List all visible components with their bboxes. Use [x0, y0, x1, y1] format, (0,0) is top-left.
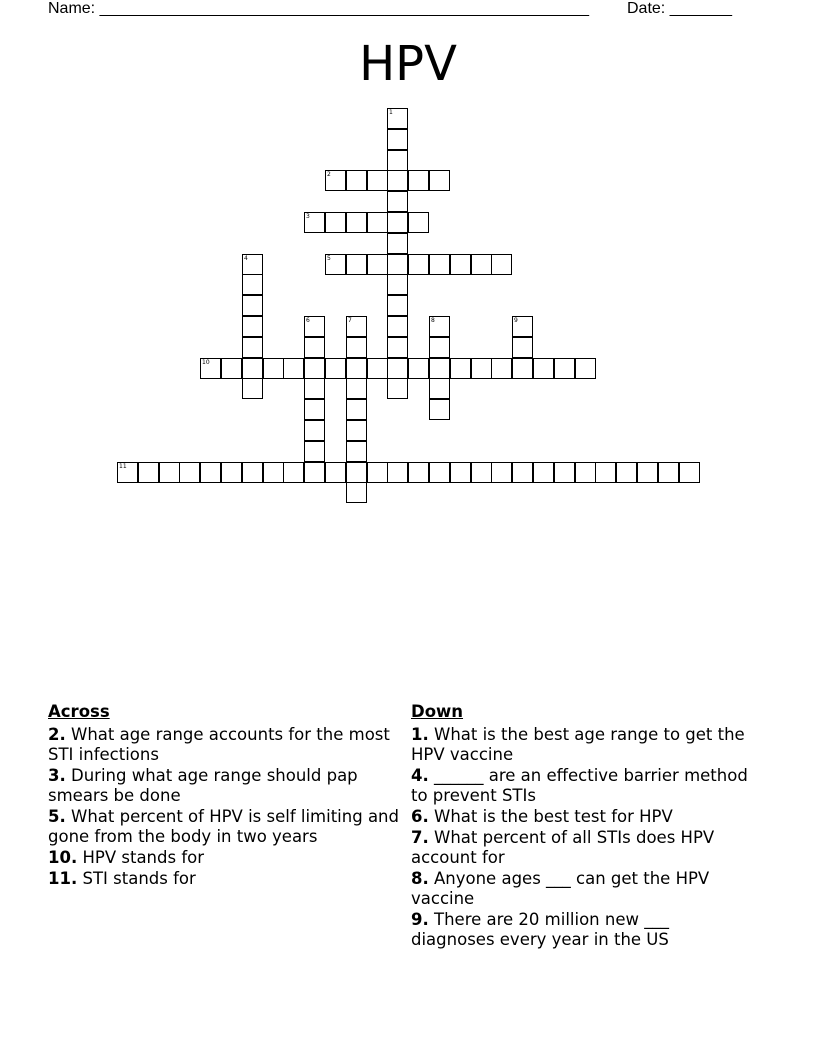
crossword-cell[interactable] — [367, 358, 388, 379]
crossword-cell[interactable] — [387, 233, 408, 254]
crossword-cell[interactable] — [304, 337, 325, 358]
crossword-cell[interactable] — [575, 358, 596, 379]
crossword-cell[interactable] — [512, 462, 533, 483]
across-clue — [48, 807, 400, 847]
crossword-cell[interactable] — [450, 462, 471, 483]
crossword-cell[interactable] — [387, 108, 408, 129]
crossword-cell[interactable] — [679, 462, 700, 483]
crossword-cell[interactable] — [387, 212, 408, 233]
across-clue — [48, 766, 400, 806]
crossword-cell[interactable] — [346, 254, 367, 275]
crossword-cell[interactable] — [387, 191, 408, 212]
crossword-cell[interactable] — [304, 358, 325, 379]
crossword-cell[interactable] — [304, 316, 325, 337]
cell-number: 5 — [327, 255, 331, 262]
crossword-cell[interactable] — [346, 212, 367, 233]
crossword-cell[interactable] — [554, 358, 575, 379]
cell-number: 2 — [327, 171, 331, 178]
clue-number: 5. — [48, 807, 66, 826]
down-clue — [411, 828, 751, 868]
crossword-cell[interactable] — [221, 462, 242, 483]
crossword-cell[interactable] — [387, 358, 408, 379]
down-clue — [411, 910, 751, 950]
across-clue — [48, 725, 400, 765]
clue-number: 7. — [411, 828, 429, 847]
cell-number: 1 — [389, 109, 393, 116]
crossword-cell[interactable] — [387, 150, 408, 171]
down-heading: Down — [411, 702, 464, 721]
clue-number: 1. — [411, 725, 429, 744]
crossword-cell[interactable] — [595, 462, 616, 483]
crossword-cell[interactable] — [658, 462, 679, 483]
clue-number: 10. — [48, 848, 78, 867]
crossword-cell[interactable] — [367, 254, 388, 275]
clue-number: 2. — [48, 725, 66, 744]
crossword-cell[interactable] — [117, 462, 138, 483]
crossword-cell[interactable] — [304, 399, 325, 420]
crossword-cell[interactable] — [429, 316, 450, 337]
across-clues — [48, 702, 400, 890]
down-clue — [411, 725, 751, 765]
page-title: HPV — [359, 36, 457, 92]
across-clue — [48, 848, 400, 868]
down-clue — [411, 766, 751, 806]
crossword-cell[interactable] — [575, 462, 596, 483]
crossword-cell[interactable] — [429, 337, 450, 358]
crossword-cell[interactable] — [200, 462, 221, 483]
crossword-cell[interactable] — [242, 358, 263, 379]
crossword-cell[interactable] — [491, 254, 512, 275]
crossword-cell[interactable] — [450, 358, 471, 379]
clue-text: What percent of HPV is self limiting and gone from the body in two years — [48, 807, 399, 846]
cell-number: 6 — [306, 317, 310, 324]
crossword-cell[interactable] — [387, 170, 408, 191]
crossword-cell[interactable] — [429, 358, 450, 379]
crossword-cell[interactable] — [304, 441, 325, 462]
crossword-cell[interactable] — [200, 358, 221, 379]
crossword-cell[interactable] — [408, 462, 429, 483]
crossword-cell[interactable] — [346, 420, 367, 441]
crossword-cell[interactable] — [304, 212, 325, 233]
crossword-cell[interactable] — [408, 212, 429, 233]
cell-number: 9 — [514, 317, 518, 324]
clue-number: 3. — [48, 766, 66, 785]
crossword-cell[interactable] — [283, 358, 304, 379]
clue-text: There are 20 million new ___ diagnoses every year in the US — [411, 910, 669, 949]
crossword-cell[interactable] — [387, 274, 408, 295]
crossword-cell[interactable] — [263, 462, 284, 483]
crossword-cell[interactable] — [429, 462, 450, 483]
cell-number: 7 — [348, 317, 352, 324]
crossword-cell[interactable] — [179, 462, 200, 483]
down-clues — [411, 702, 751, 951]
clue-text: During what age range should pap smears be done — [48, 766, 358, 805]
clue-text: What is the best age range to get the HPV vaccine — [411, 725, 745, 764]
crossword-cell[interactable] — [367, 170, 388, 191]
crossword-cell[interactable] — [159, 462, 180, 483]
crossword-cell[interactable] — [304, 462, 325, 483]
clue-text: STI stands for — [82, 869, 196, 888]
cell-number: 4 — [244, 255, 248, 262]
crossword-cell[interactable] — [325, 212, 346, 233]
crossword-cell[interactable] — [263, 358, 284, 379]
crossword-cell[interactable] — [429, 170, 450, 191]
crossword-cell[interactable] — [616, 462, 637, 483]
crossword-cell[interactable] — [242, 254, 263, 275]
crossword-cell[interactable] — [637, 462, 658, 483]
crossword-cell[interactable] — [346, 399, 367, 420]
crossword-cell[interactable] — [367, 212, 388, 233]
crossword-cell[interactable] — [554, 462, 575, 483]
crossword-cell[interactable] — [346, 316, 367, 337]
crossword-cell[interactable] — [242, 378, 263, 399]
clue-number: 6. — [411, 807, 429, 826]
crossword-cell[interactable] — [533, 358, 554, 379]
crossword-cell[interactable] — [471, 254, 492, 275]
clue-text: Anyone ages ___ can get the HPV vaccine — [411, 869, 710, 908]
crossword-cell[interactable] — [429, 378, 450, 399]
down-clue — [411, 807, 751, 827]
crossword-cell[interactable] — [512, 316, 533, 337]
clue-text: What is the best test for HPV — [434, 807, 673, 826]
crossword-cell[interactable] — [325, 358, 346, 379]
crossword-cell[interactable] — [346, 337, 367, 358]
clue-text: ______ are an effective barrier method to prevent STIs — [411, 766, 748, 805]
crossword-cell[interactable] — [346, 462, 367, 483]
crossword-cell[interactable] — [387, 129, 408, 150]
crossword-cell[interactable] — [325, 462, 346, 483]
name-field[interactable]: Name: _______________________________________________________ — [48, 0, 589, 17]
crossword-cell[interactable] — [325, 254, 346, 275]
clue-number: 8. — [411, 869, 429, 888]
crossword-cell[interactable] — [471, 358, 492, 379]
crossword-cell[interactable] — [387, 254, 408, 275]
crossword-cell[interactable] — [346, 482, 367, 503]
crossword-cell[interactable] — [387, 337, 408, 358]
cell-number: 8 — [431, 317, 435, 324]
crossword-cell[interactable] — [491, 358, 512, 379]
crossword-cell[interactable] — [491, 462, 512, 483]
crossword-cell[interactable] — [221, 358, 242, 379]
crossword-cell[interactable] — [387, 295, 408, 316]
crossword-cell[interactable] — [242, 337, 263, 358]
crossword-cell[interactable] — [367, 462, 388, 483]
crossword-cell[interactable] — [325, 170, 346, 191]
crossword-cell[interactable] — [408, 170, 429, 191]
crossword-cell[interactable] — [387, 378, 408, 399]
cell-number: 11 — [119, 463, 127, 470]
clue-number: 4. — [411, 766, 429, 785]
crossword-cell[interactable] — [387, 316, 408, 337]
crossword-cell[interactable] — [242, 274, 263, 295]
crossword-cell[interactable] — [408, 254, 429, 275]
clue-number: 11. — [48, 869, 78, 888]
crossword-cell[interactable] — [242, 462, 263, 483]
clue-number: 9. — [411, 910, 429, 929]
clue-text: What age range accounts for the most STI infections — [48, 725, 390, 764]
crossword-cell[interactable] — [283, 462, 304, 483]
clue-text: HPV stands for — [82, 848, 205, 867]
cell-number: 3 — [306, 213, 310, 220]
crossword-cell[interactable] — [346, 170, 367, 191]
crossword-cell[interactable] — [242, 316, 263, 337]
crossword-cell[interactable] — [387, 462, 408, 483]
crossword-cell[interactable] — [242, 295, 263, 316]
crossword-cell[interactable] — [346, 378, 367, 399]
down-clue — [411, 869, 751, 909]
crossword-cell[interactable] — [138, 462, 159, 483]
across-heading: Across — [48, 702, 110, 721]
crossword-cell[interactable] — [471, 462, 492, 483]
crossword-cell[interactable] — [346, 441, 367, 462]
crossword-cell[interactable] — [304, 378, 325, 399]
crossword-cell[interactable] — [304, 420, 325, 441]
crossword-cell[interactable] — [429, 399, 450, 420]
crossword-cell[interactable] — [408, 358, 429, 379]
crossword-cell[interactable] — [346, 358, 367, 379]
cell-number: 10 — [202, 359, 210, 366]
crossword-cell[interactable] — [512, 337, 533, 358]
crossword-cell[interactable] — [533, 462, 554, 483]
crossword-cell[interactable] — [429, 254, 450, 275]
crossword-cell[interactable] — [512, 358, 533, 379]
date-field[interactable]: Date: _______ — [627, 0, 732, 17]
clue-text: What percent of all STIs does HPV account for — [411, 828, 715, 867]
crossword-cell[interactable] — [450, 254, 471, 275]
across-clue — [48, 869, 400, 889]
